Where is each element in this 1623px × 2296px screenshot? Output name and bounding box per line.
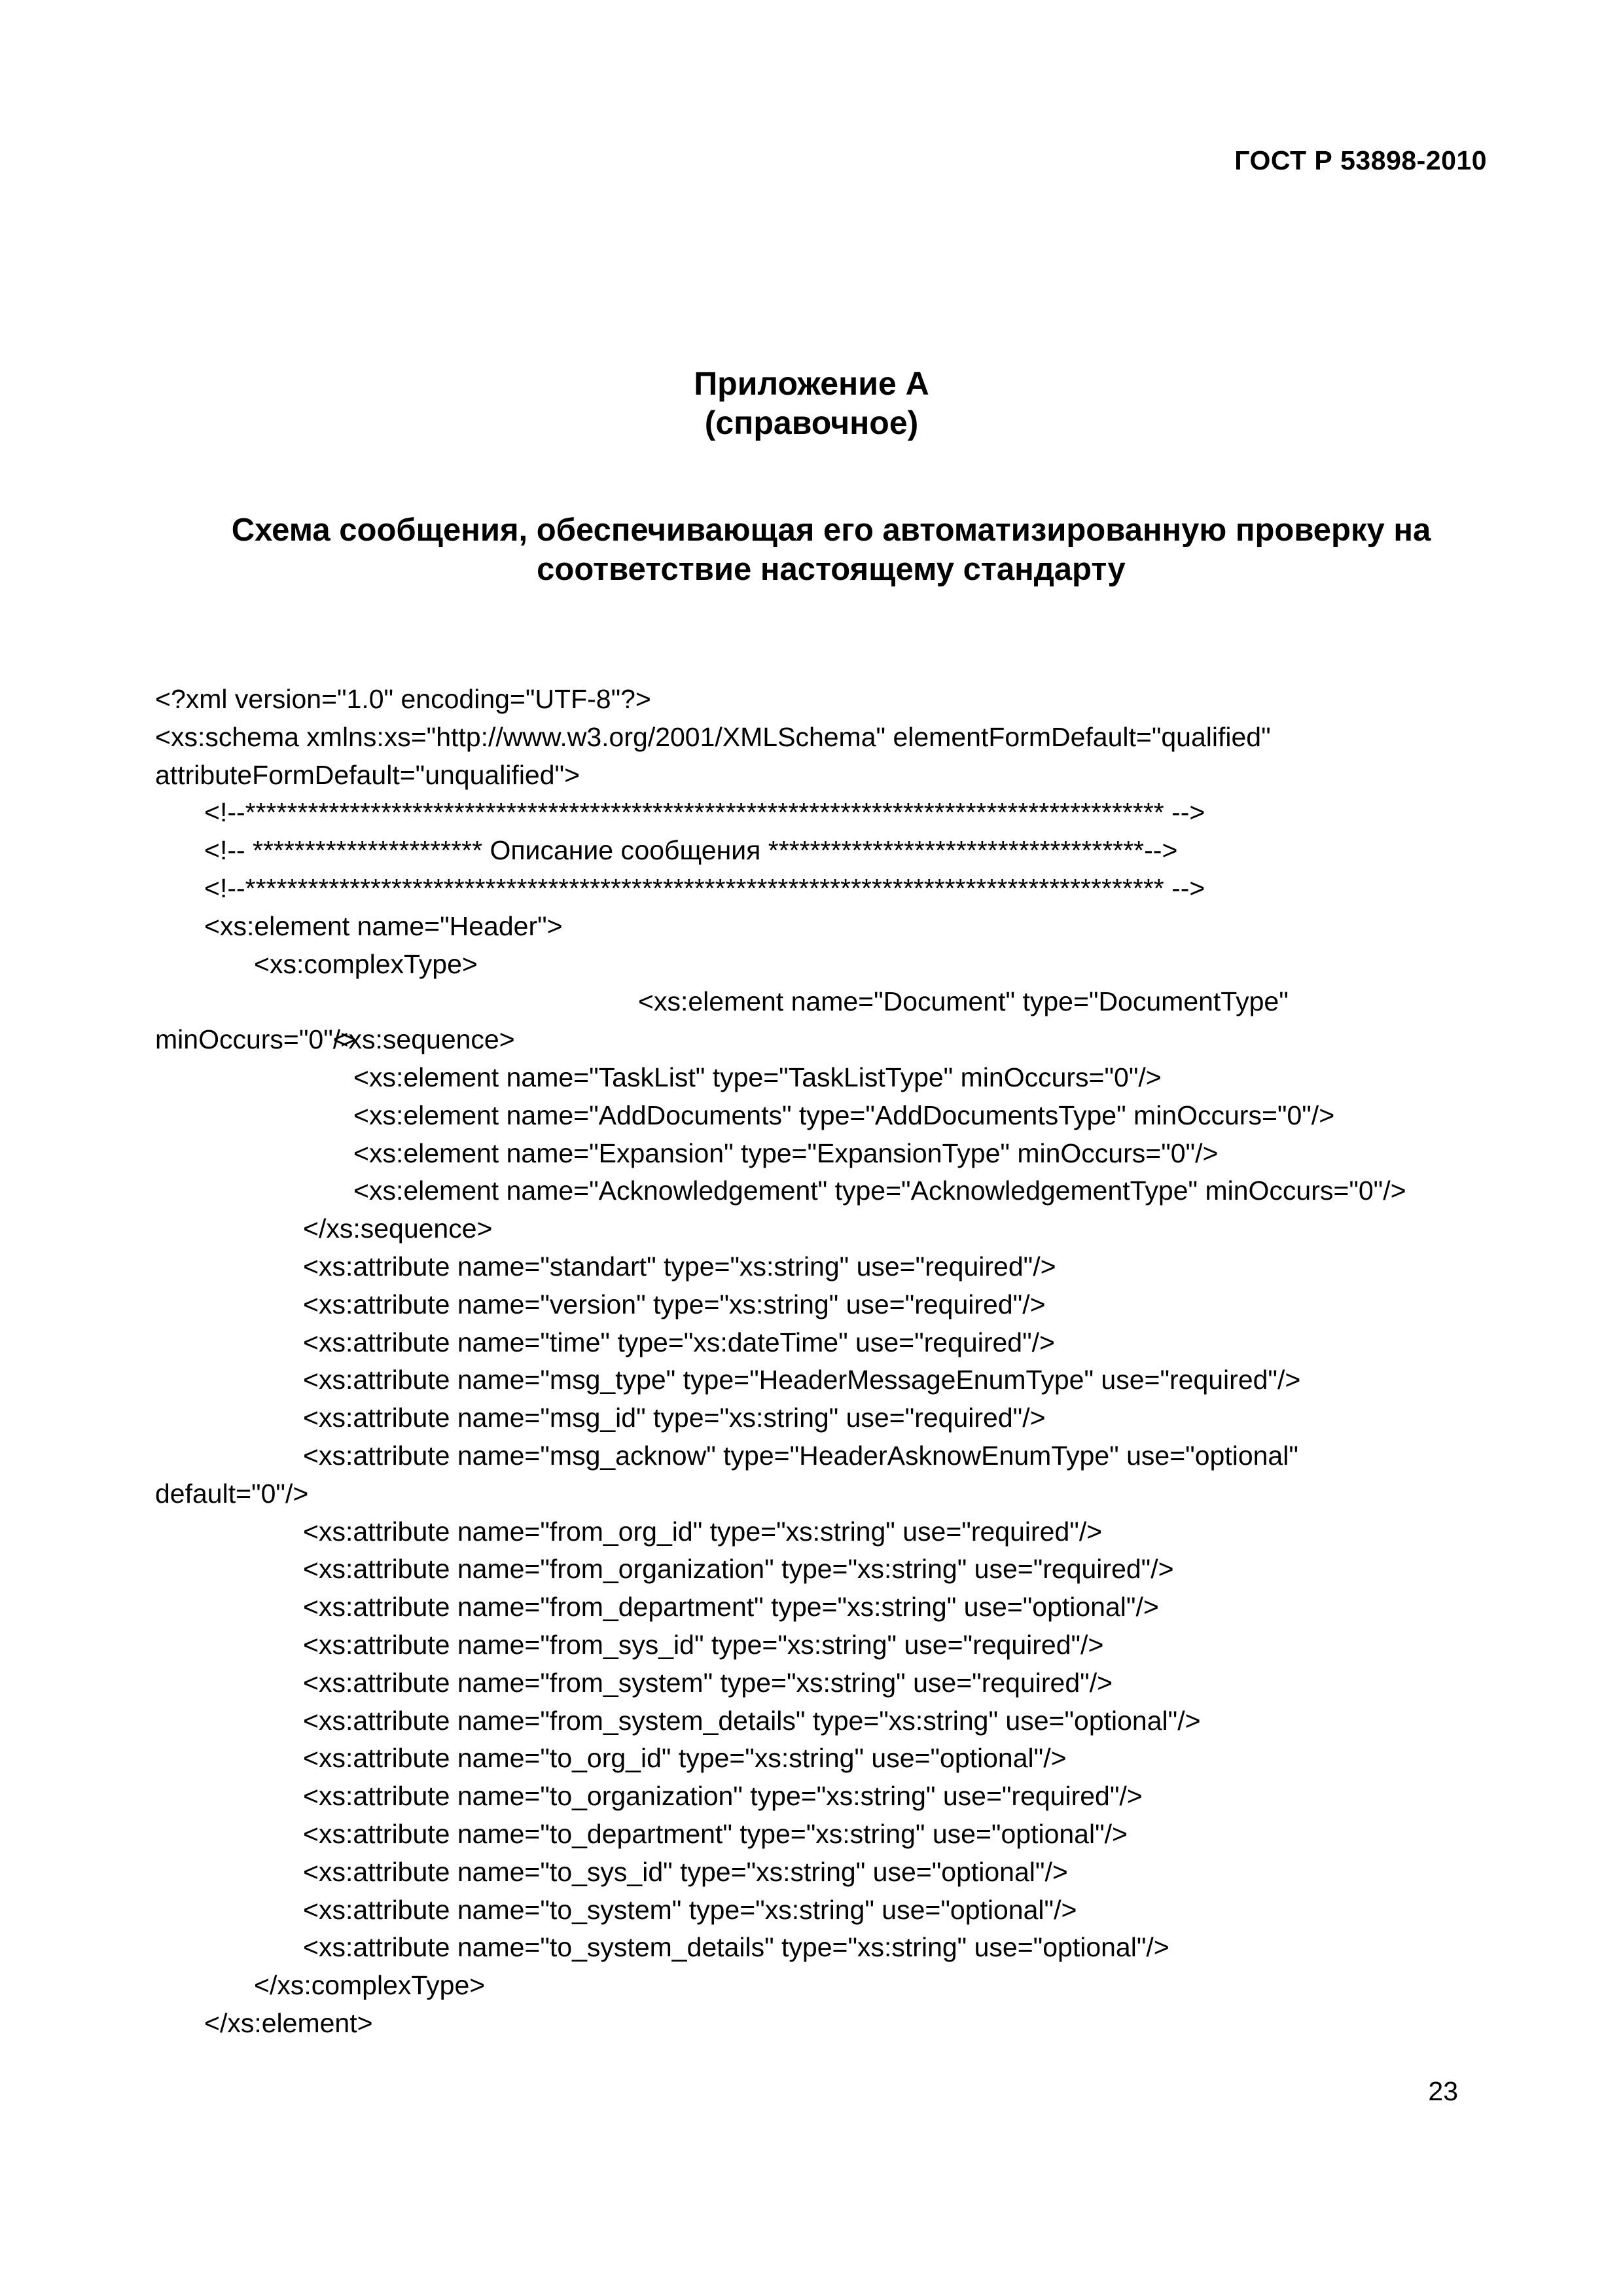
code-line: <xs:attribute name="time" type="xs:dateTime" use="required"/> [303,1327,1055,1357]
code-line: <xs:element name="Expansion" type="ExpansionType" minOccurs="0"/> [353,1138,1219,1168]
code-line: attributeFormDefault="unqualified"> [155,759,580,790]
code-line: default="0"/> [155,1478,309,1509]
code-line: <xs:attribute name="from_organization" type="xs:string" use="required"/> [303,1554,1174,1585]
code-line: <xs:attribute name="from_system" type="xs:string" use="required"/> [303,1667,1113,1698]
code-line: <xs:schema xmlns:xs="http://www.w3.org/2001/XMLSchema" elementFormDefault="qualified" [155,721,1271,752]
appendix-subtitle: (справочное) [704,404,919,441]
appendix-title: Приложение А [694,365,929,402]
code-line: <xs:attribute name="from_sys_id" type="xs:string" use="required"/> [303,1629,1104,1660]
code-line: </xs:sequence> [303,1213,493,1244]
code-line: minOccurs="0"/> [155,1024,357,1055]
code-comment-line: <!--**************************************************************************************** --> [204,797,1205,828]
code-line: <xs:attribute name="to_system" type="xs:string" use="optional"/> [303,1894,1077,1925]
code-segment: <xs:sequence> [332,1024,515,1055]
code-line: <xs:element name="Header"> [204,910,563,941]
xml-schema-listing [0,681,1623,2043]
code-segment: <xs:element name="Document" type="DocumentType" [638,986,1289,1017]
code-line: <?xml version="1.0" encoding="UTF-8"?> [155,684,651,714]
page-number: 23 [1428,2076,1458,2106]
code-line: </xs:complexType> [254,1970,486,2001]
code-line: <xs:attribute name="to_sys_id" type="xs:string" use="optional"/> [303,1856,1068,1887]
code-line: <xs:attribute name="to_org_id" type="xs:string" use="optional"/> [303,1743,1067,1774]
code-line: <xs:attribute name="to_department" type="xs:string" use="optional"/> [303,1818,1128,1849]
code-comment-line: <!-- ********************** Описание сообщения ************************************--> [204,835,1178,866]
code-line: <xs:element name="TaskList" type="TaskListType" minOccurs="0"/> [353,1062,1162,1092]
code-comment-line: <!--**************************************************************************************** --> [204,872,1205,903]
code-line: </xs:element> [204,2007,373,2038]
code-line: <xs:attribute name="msg_id" type="xs:string" use="required"/> [303,1403,1046,1433]
code-line: <xs:element name="AddDocuments" type="AddDocumentsType" minOccurs="0"/> [353,1100,1335,1130]
code-line: <xs:attribute name="to_system_details" type="xs:string" use="optional"/> [303,1932,1169,1963]
code-line: <xs:attribute name="msg_acknow" type="HeaderAsknowEnumType" use="optional" [303,1440,1298,1471]
schema-title: Схема сообщения, обеспечивающая его автоматизированную проверку на соответствие настоящему стандарту [231,512,1431,587]
appendix-heading [0,364,1623,442]
code-line: <xs:attribute name="version" type="xs:string" use="required"/> [303,1289,1046,1319]
code-line: <xs:attribute name="from_department" type="xs:string" use="optional"/> [303,1592,1159,1623]
code-line: <xs:element name="Acknowledgement" type="AcknowledgementType" minOccurs="0"/> [353,1175,1406,1206]
code-line: <xs:attribute name="from_org_id" type="xs:string" use="required"/> [303,1516,1103,1547]
code-line: <xs:attribute name="to_organization" type="xs:string" use="required"/> [303,1781,1143,1812]
code-line: <xs:attribute name="standart" type="xs:string" use="required"/> [303,1251,1056,1282]
document-code: ГОСТ Р 53898-2010 [1234,145,1487,175]
code-line: <xs:attribute name="msg_type" type="HeaderMessageEnumType" use="required"/> [303,1365,1301,1395]
code-line: <xs:complexType> [254,948,478,979]
code-line: <xs:attribute name="from_system_details" type="xs:string" use="optional"/> [303,1705,1201,1736]
